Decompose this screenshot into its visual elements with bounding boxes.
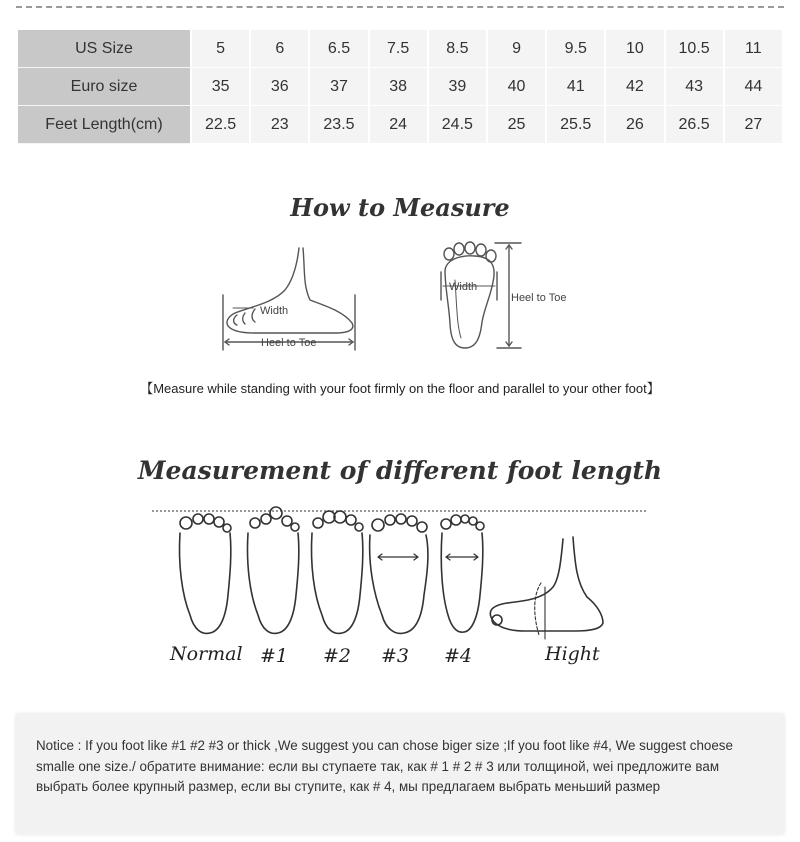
- table-cell: 6.5: [310, 30, 367, 68]
- table-cell: 23.5: [310, 106, 367, 144]
- table-cell: 43: [666, 68, 723, 106]
- top-view-foot-diagram: [435, 240, 585, 355]
- foot-high-arch-icon: [490, 537, 603, 639]
- measure-instruction-note: 【Measure while standing with your foot firmly on the floor and parallel to your other foot】: [140, 381, 660, 396]
- how-to-measure-title: How to Measure: [290, 193, 510, 222]
- table-cell: 38: [370, 68, 427, 106]
- table-cell: 42: [606, 68, 663, 106]
- foot-label-3: #3: [381, 645, 410, 667]
- table-cell: 27: [725, 106, 782, 144]
- table-cell: 22.5: [192, 106, 249, 144]
- table-cell: 35: [192, 68, 249, 106]
- table-row-feet-length: [18, 106, 782, 144]
- foot-label-normal: Normal: [170, 643, 243, 665]
- foot-type-1-icon: [247, 507, 299, 633]
- table-cell: 6: [251, 30, 308, 68]
- foot-label-high: Hight: [545, 643, 600, 665]
- top-length-label: Heel to Toe: [511, 292, 567, 304]
- table-cell: 44: [725, 68, 782, 106]
- foot-type-2-icon: [311, 511, 363, 633]
- side-view-foot-diagram: [215, 245, 365, 355]
- table-cell: 37: [310, 68, 367, 106]
- row-header: Euro size: [18, 68, 190, 106]
- table-cell: 10.5: [666, 30, 723, 68]
- foot-label-4: #4: [444, 645, 473, 667]
- table-cell: 11: [725, 30, 782, 68]
- foot-type-4-icon: [441, 515, 484, 632]
- row-header: US Size: [18, 30, 190, 68]
- table-cell: 25: [488, 106, 545, 144]
- table-cell: 36: [251, 68, 308, 106]
- table-cell: 7.5: [370, 30, 427, 68]
- table-cell: 40: [488, 68, 545, 106]
- table-cell: 24.5: [429, 106, 486, 144]
- table-cell: 24: [370, 106, 427, 144]
- table-cell: 26: [606, 106, 663, 144]
- table-row-euro-size: [18, 68, 782, 106]
- table-cell: 39: [429, 68, 486, 106]
- foot-side-outline: [227, 248, 353, 333]
- size-chart-table: [16, 30, 784, 144]
- foot-label-2: #2: [323, 645, 352, 667]
- notice-text: Notice : If you foot like #1 #2 #3 or thick ,We suggest you can chose biger size ;If you foot like #4, We suggest choese smalle one size./ обратите внимание: если вы ступаете так, как # 1 # 2 # 3 или толщиной, wei предложите вам выбрать более крупный размер, если вы ступите, как # 4, мы предлагаем выбрать меньший размер: [36, 738, 733, 794]
- notice-box: [16, 714, 784, 834]
- row-header: Feet Length(cm): [18, 106, 190, 144]
- table-cell: 23: [251, 106, 308, 144]
- table-cell: 10: [606, 30, 663, 68]
- foot-type-3-icon: [370, 514, 428, 633]
- top-dashed-divider: [16, 6, 784, 8]
- table-cell: 41: [547, 68, 604, 106]
- table-cell: 25.5: [547, 106, 604, 144]
- foot-label-1: #1: [260, 645, 289, 667]
- table-cell: 9.5: [547, 30, 604, 68]
- side-width-label: Width: [260, 305, 289, 317]
- foot-types-diagram: [150, 505, 650, 675]
- table-row-us-size: [18, 30, 782, 68]
- table-cell: 8.5: [429, 30, 486, 68]
- foot-length-title: Measurement of different foot length: [137, 456, 663, 485]
- foot-top-outline: [445, 256, 494, 348]
- table-cell: 26.5: [666, 106, 723, 144]
- top-width-label: Width: [449, 281, 478, 293]
- foot-normal-icon: [179, 514, 231, 633]
- side-length-label: Heel to Toe: [261, 337, 317, 349]
- table-cell: 5: [192, 30, 249, 68]
- table-cell: 9: [488, 30, 545, 68]
